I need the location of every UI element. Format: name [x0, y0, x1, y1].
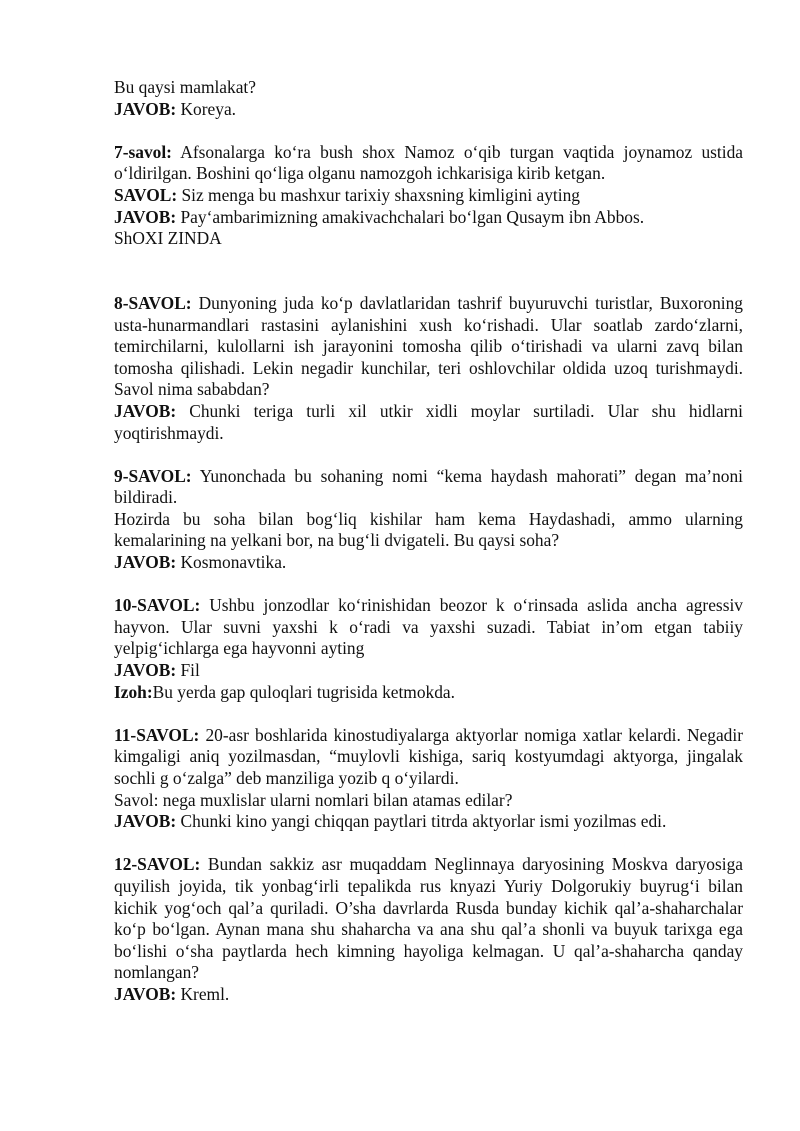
- answer-line: [114, 207, 743, 229]
- question-text: 20-asr boshlarida kinostudiyalarga aktyorlar nomiga xatlar kelardi. Negadir kimgaligi aniq yozilmasdan, “muylovli kishiga, sariq kostyumdagi aktyorga, jingalak sochli g o‘zalga” deb manziliga yozib q o‘yilardi.: [114, 724, 743, 788]
- note-label: Izoh:: [114, 681, 153, 702]
- question-10: [114, 595, 743, 660]
- question-8: [114, 293, 743, 401]
- question-text: Ushbu jonzodlar ko‘rinishidan beozor k o‘rinsada aslida ancha agressiv hayvon. Ular suvni yaxshi k o‘radi va yaxshi suzadi. Tabiat in’om etgan tabiiy yelpig‘ichlarga ega hayvonni ayting: [114, 595, 743, 659]
- question-text: Bundan sakkiz asr muqaddam Neglinnaya daryosining Moskva daryosiga quyilish joyida, tik yonbag‘irli tepalikda rus knyazi Yuriy Dolgorukiy buyrug‘i bilan kichik yog‘och qal’a quriladi. O’sha davrlarda Rusda bunday kichik qal’a-shaharchalar ko‘p bo‘lgan. Aynan mana shu shaharcha va ana shu qal’a shonli va buyuk tarixga ega bo‘lishi o‘sha paytlarda hech kimning hayoliga kelmagan. U qal’a-shaharcha qanday nomlangan?: [114, 854, 743, 983]
- question-12: [114, 854, 743, 984]
- question-text: Afsonalarga ko‘ra bush shox Namoz o‘qib turgan vaqtida joynamoz ustida o‘ldirilgan. Boshini qo‘liga olganu namozgoh ichkarisiga kirib ketgan.: [114, 141, 743, 184]
- answer-label: JAVOB:: [114, 98, 177, 119]
- savol-text: Siz menga bu mashxur tarixiy shaxsning kimligini ayting: [177, 184, 580, 205]
- answer-label: JAVOB:: [114, 983, 177, 1004]
- answer-label: JAVOB:: [114, 400, 177, 421]
- answer-label: JAVOB:: [114, 811, 177, 832]
- answer-line: [114, 401, 743, 444]
- answer-label: JAVOB:: [114, 552, 177, 573]
- answer-text: Chunki kino yangi chiqqan paytlari titrda aktyorlar ismi yozilmas edi.: [176, 811, 667, 832]
- question-label: 7-savol:: [114, 141, 172, 162]
- question-label: 8-SAVOL:: [114, 292, 192, 313]
- answer-line: [114, 99, 743, 121]
- document-body: [114, 77, 743, 1006]
- question-tail: Bu qaysi mamlakat?: [114, 77, 256, 97]
- answer-text: Kreml.: [176, 983, 230, 1004]
- answer-line: [114, 811, 743, 833]
- answer-line: [114, 660, 743, 682]
- answer-text: Kosmonavtika.: [176, 552, 287, 573]
- question-text: Yunonchada bu sohaning nomi “kema haydash mahorati” degan ma’noni bildiradi.: [114, 465, 743, 508]
- question-11: [114, 725, 743, 790]
- answer-label: JAVOB:: [114, 206, 177, 227]
- answer-extra: ShOXI ZINDA: [114, 228, 222, 249]
- answer-text: Pay‘ambarimizning amakivachchalari bo‘lgan Qusaym ibn Abbos.: [176, 206, 645, 227]
- question-text: Dunyoning juda ko‘p davlatlaridan tashrif buyuruvchi turistlar, Buxoroning usta-hunarmandlari rastasini aylanishini xush ko‘rishadi. Ular soatlab zardo‘zlarni, temirchilarni, kulollarni ish jarayonini tomosha qilib o‘tirishadi va ularni zavq bilan tomosha qilishadi. Lekin negadir kunchilar, teri oshlovchilar oldida uzoq turishmaydi. Savol nima sababdan?: [114, 292, 743, 400]
- answer-line: [114, 984, 743, 1006]
- answer-line: [114, 552, 743, 574]
- question-text-continued: Hozirda bu soha bilan bog‘liq kishilar ham kema Haydashadi, ammo ularning kemalarining na yelkani bor, na bug‘li dvigateli. Bu qaysi soha?: [114, 508, 743, 551]
- savol-label: SAVOL:: [114, 184, 178, 205]
- question-label: 11-SAVOL:: [114, 724, 200, 745]
- savol-line: [114, 185, 743, 207]
- answer-text: Koreya.: [176, 98, 237, 119]
- question-label: 10-SAVOL:: [114, 595, 201, 616]
- question-label: 12-SAVOL:: [114, 854, 201, 875]
- answer-text: Fil: [176, 660, 200, 681]
- note-text: Bu yerda gap quloqlari tugrisida ketmokda.: [152, 681, 455, 702]
- note-line: [114, 682, 743, 704]
- question-7: [114, 142, 743, 185]
- question-text-continued: Savol: nega muxlislar ularni nomlari bilan atamas edilar?: [114, 789, 513, 810]
- answer-text: Chunki teriga turli xil utkir xidli moylar surtiladi. Ular shu hidlarni yoqtirishmaydi.: [114, 400, 743, 443]
- question-label: 9-SAVOL:: [114, 465, 192, 486]
- answer-label: JAVOB:: [114, 660, 177, 681]
- question-9: [114, 466, 743, 509]
